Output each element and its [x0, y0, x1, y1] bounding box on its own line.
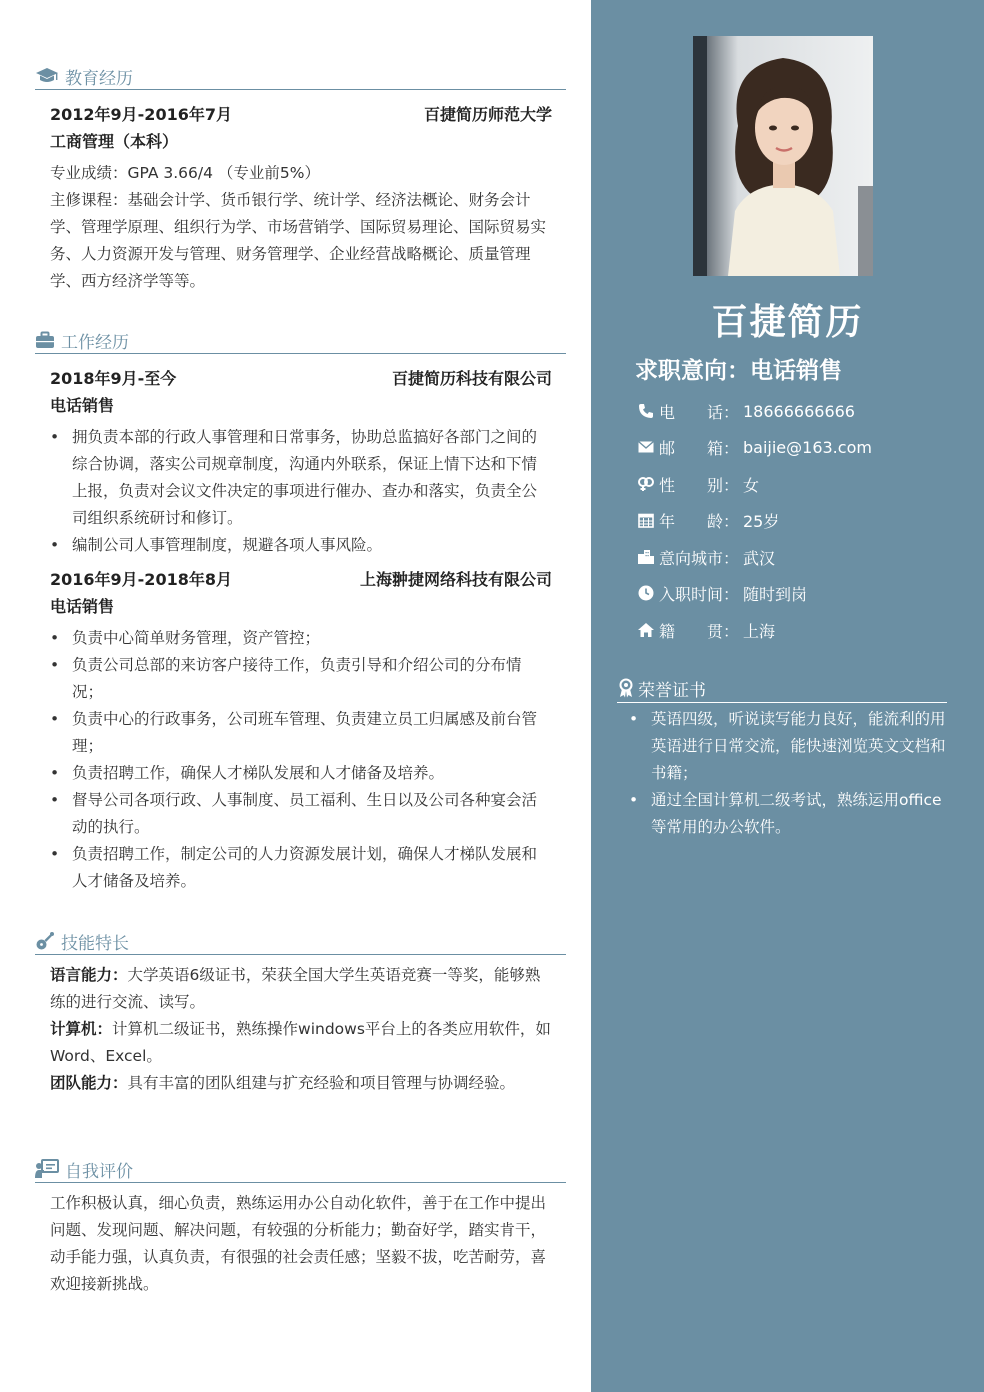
education-school: 百捷简历师范大学 — [423, 105, 552, 124]
job-1-header — [50, 366, 552, 389]
list-item: • 负责中心的行政事务，公司班车管理、负责建立员工归属感及前台管理； — [50, 706, 552, 760]
list-item: • 负责招聘工作，确保人才梯队发展和人才储备及培养。 — [50, 760, 552, 787]
honors-section-title: 荣誉证书 — [617, 674, 947, 703]
self-eval-text: 工作积极认真，细心负责，熟练运用办公自动化软件，善于在工作中提出问题、发现问题、解决问题，有较强的分析能力；勤奋好学，踏实肯干，动手能力强，认真负责，有很强的社会责任感；坚毅不拔，吃苦耐劳，喜欢迎接新挑战。 — [50, 1194, 547, 1293]
guitar-icon — [35, 931, 55, 951]
list-item: 语言能力：大学英语6级证书，荣获全国大学生英语竞赛一等奖，能够熟练的进行交流、读写。 — [50, 966, 541, 1011]
list-item: • 拥负责本部的行政人事管理和日常事务，协助总监搞好各部门之间的综合协调，落实公司规章制度，沟通内外联系，保证上情下达和下情上报，负责对会议文件决定的事项进行催办、查办和落实，负责全公司组织系统研讨和修订。 — [50, 424, 552, 532]
job-intent: 求职意向：电话销售 — [635, 358, 842, 384]
award-icon — [617, 678, 635, 698]
city-icon — [635, 548, 657, 566]
education-gpa: 专业成绩：GPA 3.66/4 （专业前5%） — [50, 164, 321, 182]
education-header — [50, 102, 552, 125]
info-age: 年 龄： 25岁 — [635, 508, 965, 532]
job-2-header — [50, 567, 552, 590]
info-email: 邮 箱： baijie@163.com — [635, 435, 965, 459]
home-icon — [635, 621, 657, 639]
honors-list — [629, 706, 949, 841]
briefcase-icon — [35, 331, 55, 349]
job-2-period: 2016年9月-2018年8月 — [50, 570, 232, 589]
clock-icon — [635, 584, 657, 602]
info-gender: 性 别： 女 — [635, 472, 965, 496]
candidate-name: 百捷简历 — [711, 302, 864, 343]
job-2-company: 上海翀捷网络科技有限公司 — [359, 570, 552, 589]
list-item: • 负责公司总部的来访客户接待工作，负责引导和介绍公司的分布情况； — [50, 652, 552, 706]
calendar-icon — [635, 511, 657, 529]
info-hometown: 籍 贯： 上海 — [635, 618, 965, 642]
list-item: • 通过全国计算机二级考试，熟练运用office等常用的办公软件。 — [629, 787, 949, 841]
skills-section-title: 技能特长 — [35, 928, 566, 955]
sidebar — [591, 0, 984, 1392]
job-1-period: 2018年9月-至今 — [50, 369, 177, 388]
job-1-company: 百捷简历科技有限公司 — [391, 369, 552, 388]
work-section-title: 工作经历 — [35, 327, 566, 354]
self-eval-section-title: 自我评价 — [35, 1156, 566, 1183]
list-item: • 负责招聘工作，制定公司的人力资源发展计划，确保人才梯队发展和人才储备及培养。 — [50, 841, 552, 895]
info-phone: 电 话： 18666666666 — [635, 399, 965, 423]
education-courses: 主修课程：基础会计学、货币银行学、统计学、经济法概论、财务会计学、管理学原理、组织行为学、市场营销学、国际贸易理论、国际贸易实务、人力资源开发与管理、财务管理学、企业经营战略概论、质量管理学、西方经济学等等。 — [50, 191, 547, 290]
education-period: 2012年9月-2016年7月 — [50, 105, 232, 124]
education-section-title: 教育经历 — [35, 63, 566, 90]
list-item: • 编制公司人事管理制度，规避各项人事风险。 — [50, 532, 552, 559]
list-item: • 负责中心简单财务管理，资产管控； — [50, 625, 552, 652]
presentation-icon — [35, 1159, 59, 1179]
info-city: 意向城市： 武汉 — [635, 545, 965, 569]
job-2-duties — [50, 625, 552, 895]
mail-icon — [635, 438, 657, 456]
list-item: • 英语四级，听说读写能力良好，能流利的用英语进行日常交流，能快速浏览英文文档和书籍； — [629, 706, 949, 787]
list-item: 团队能力：具有丰富的团队组建与扩充经验和项目管理与协调经验。 — [50, 1074, 516, 1092]
list-item: • 督导公司各项行政、人事制度、员工福利、生日以及公司各种宴会活动的执行。 — [50, 787, 552, 841]
job-1-role: 电话销售 — [50, 396, 115, 415]
list-item: 计算机：计算机二级证书，熟练操作windows平台上的各类应用软件，如Word、Excel。 — [50, 1020, 551, 1065]
skills-list — [50, 962, 552, 1097]
graduation-cap-icon — [35, 67, 59, 85]
info-start-time: 入职时间： 随时到岗 — [635, 581, 965, 605]
education-major: 工商管理（本科） — [50, 132, 179, 151]
education-details — [50, 160, 552, 295]
job-2-role: 电话销售 — [50, 597, 115, 616]
job-1-duties — [50, 424, 552, 559]
avatar — [693, 36, 873, 276]
phone-icon — [635, 402, 657, 420]
gender-icon — [635, 475, 657, 493]
